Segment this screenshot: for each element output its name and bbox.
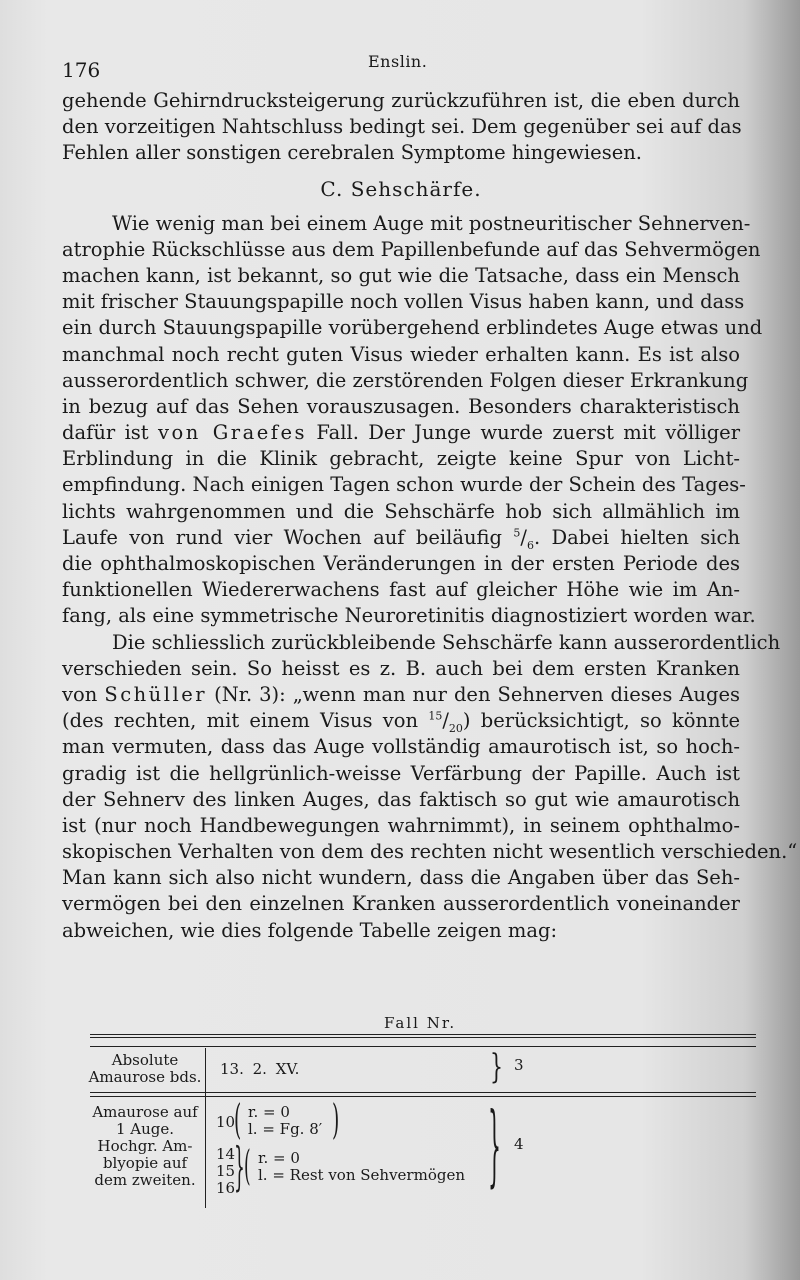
text-line: mit frischer Stauungspapille noch vollen Visus haben kann, und dass [62, 290, 745, 314]
table-row-label [86, 1052, 204, 1086]
right-eye-value: r. = 0 [258, 1149, 300, 1167]
text-fragment: Laufe von rund vier Wochen auf beiläufig [62, 525, 503, 549]
text-line: der Sehnerv des linken Auges, das faktisch so gut wie amaurotisch [62, 787, 740, 811]
fraction-numerator: 5 [513, 526, 521, 540]
table-row-label [86, 1104, 204, 1189]
body-text [62, 88, 798, 944]
text-fragment: ) berücksichtigt, so könnte [462, 709, 740, 733]
text-line: verschieden sein. So heisst es z. B. auch bei dem ersten Kranken [62, 656, 740, 680]
text-fragment: (Nr. 3): „wenn man nur den Sehnerven dieses Auges [214, 682, 741, 706]
text-line: die ophthalmoskopischen Veränderungen in der ersten Periode des [62, 552, 740, 575]
label-line: Amaurose auf [92, 1103, 198, 1121]
text-fragment: . Dabei hielten sich [533, 525, 741, 549]
text-line [62, 420, 740, 446]
label-line: dem zweiten. [94, 1171, 196, 1189]
brace-icon: } [488, 1094, 501, 1199]
text-line: lichts wahrgenommen und die Sehschärfe hob sich allmählich im [62, 499, 740, 523]
table-top-rule-double [90, 1037, 756, 1038]
case-count: 4 [514, 1135, 524, 1153]
table-column-divider [205, 1048, 206, 1208]
page-header [62, 52, 762, 82]
text-line: empfindung. Nach einigen Tagen schon wurde der Schein des Tages- [62, 473, 746, 497]
table-row-rule-double [90, 1096, 756, 1097]
text-line: fang, als eine symmetrische Neuroretinitis diagnostiziert worden war. [62, 604, 756, 628]
right-eye-value: r. = 0 [248, 1103, 290, 1121]
text-line: skopischen Verhalten von dem des rechten nicht wesentlich verschieden.“ [62, 840, 798, 864]
text-line: den vorzeitigen Nahtschluss bedingt sei. Dem gegenüber sei auf das [62, 115, 742, 139]
case-number: 16 [216, 1179, 236, 1197]
case-number: 14 [216, 1145, 236, 1163]
table-top-rule [90, 1034, 756, 1035]
text-line: funktionellen Wiedererwachens fast auf gleicher Höhe wie im An- [62, 578, 740, 602]
text-line: ist (nur noch Handbewegungen wahrnimmt), in seinem ophthalmo- [62, 813, 740, 837]
fraction: $^{15}/_{20}$ [428, 709, 463, 736]
fraction-denominator: 20 [448, 722, 463, 736]
left-eye-value: l. = Fg. 8′ [248, 1120, 323, 1138]
text-line: ein durch Stauungspapille vorübergehend erblindetes Auge etwas und [62, 316, 763, 340]
text-line [62, 682, 740, 708]
paren-close-icon: ) [332, 1096, 340, 1145]
brace-icon: } [490, 1047, 503, 1087]
brace-icon: } [234, 1137, 245, 1198]
paren-open-icon: ( [234, 1096, 242, 1145]
case-numbers: 13. 2. XV. [220, 1060, 300, 1078]
text-line: in bezug auf das Sehen vorauszusagen. Besonders charakteristisch [62, 394, 740, 418]
page-number: 176 [62, 58, 101, 82]
section-heading: C. Sehschärfe. [320, 176, 482, 201]
text-line: abweichen, wie dies folgende Tabelle zeigen mag: [62, 918, 558, 942]
label-line: blyopie auf [102, 1154, 188, 1172]
text-line: Wie wenig man bei einem Auge mit postneuritischer Sehnerven- [112, 211, 751, 235]
table-header-rule [90, 1046, 756, 1047]
text-line: gradig ist die hellgrünlich-weisse Verfärbung der Papille. Auch ist [62, 761, 740, 785]
text-line: ausserordentlich schwer, die zerstörenden Folgen dieser Erkrankung [62, 368, 749, 392]
case-number: 10 [216, 1113, 236, 1131]
fraction-numerator: 15 [428, 709, 443, 723]
left-eye-value: l. = Rest von Sehvermögen [258, 1166, 465, 1184]
label-line: Absolute [111, 1051, 179, 1069]
label-line: Amaurose bds. [88, 1068, 202, 1086]
running-head: Enslin. [368, 52, 428, 71]
text-line: atrophie Rückschlüsse aus dem Papillenbefunde auf das Sehvermögen [62, 237, 761, 261]
text-fragment: Fall. Der Junge wurde zuerst mit völliger [316, 421, 741, 445]
paren-open-icon: ( [244, 1142, 251, 1191]
text-line: manchmal noch recht guten Visus wieder erhalten kann. Es ist also [62, 342, 740, 366]
case-count: 3 [514, 1056, 524, 1074]
author-name: Schüller [104, 682, 208, 706]
text-fragment: von [62, 682, 98, 706]
text-line: Die schliesslich zurückbleibende Sehschärfe kann ausserordentlich [112, 630, 781, 654]
text-line: Erblindung in die Klinik gebracht, zeigte keine Spur von Licht- [62, 447, 740, 471]
text-line: Man kann sich also nicht wundern, dass die Angaben über das Seh- [62, 866, 740, 890]
text-line: Fehlen aller sonstigen cerebralen Symptome hingewiesen. [62, 141, 643, 165]
label-line: Hochgr. Am- [97, 1137, 193, 1155]
table-caption: Fall Nr. [384, 1014, 457, 1032]
text-line [62, 525, 740, 551]
table-row-rule [90, 1092, 756, 1093]
text-line: man vermuten, dass das Auge vollständig amaurotisch ist, so hoch- [62, 735, 740, 759]
text-fragment: (des rechten, mit einem Visus von [62, 709, 419, 733]
text-line [62, 708, 740, 734]
text-line: gehende Gehirndrucksteigerung zurückzuführen ist, die eben durch [62, 89, 740, 112]
text-line: vermögen bei den einzelnen Kranken ausserordentlich voneinander [62, 892, 740, 916]
fraction-denominator: 6 [526, 538, 534, 552]
author-name: von Graefes [158, 421, 308, 445]
label-line: 1 Auge. [115, 1120, 175, 1138]
case-number: 15 [216, 1162, 236, 1180]
fraction: $^5/_6$ [513, 525, 534, 552]
text-fragment: dafür ist [62, 421, 149, 445]
text-line: machen kann, ist bekannt, so gut wie die Tatsache, dass ein Mensch [62, 263, 740, 287]
